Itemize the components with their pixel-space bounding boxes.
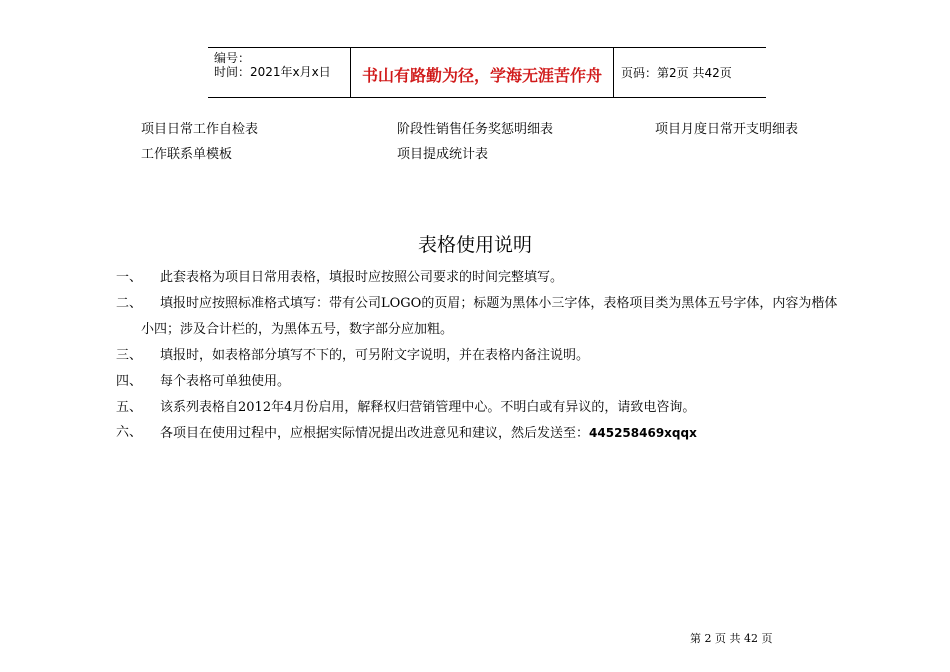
header-motto: 书山有路勤为径，学海无涯苦作舟 xyxy=(361,66,602,85)
link-commission-table[interactable]: 项目提成统计表 xyxy=(397,147,489,162)
page-footer: 第 2 页 共 42 页 xyxy=(690,632,773,645)
item-text-continued: 小四；涉及合计栏的，为黑体五号，数字部分应加粗。 xyxy=(141,322,454,337)
item-text: 填报时，如表格部分填写不下的，可另附文字说明，并在表格内备注说明。 xyxy=(160,348,590,363)
item-number: 二、 xyxy=(116,296,143,311)
item-text: 此套表格为项目日常用表格，填报时应按照公司要求的时间完整填写。 xyxy=(160,270,564,285)
item-number: 一、 xyxy=(116,270,143,285)
item-text: 每个表格可单独使用。 xyxy=(160,374,291,389)
header-page-cell xyxy=(613,48,766,97)
link-sales-task-table[interactable]: 阶段性销售任务奖惩明细表 xyxy=(397,122,554,137)
page-label: 页码：第2页 共42页 xyxy=(621,66,732,80)
item-number: 六、 xyxy=(116,425,143,440)
link-work-contact-template[interactable]: 工作联系单模板 xyxy=(141,147,233,162)
item-text: 各项目在使用过程中，应根据实际情况提出改进意见和建议，然后发送至： xyxy=(160,426,590,441)
item-number: 四、 xyxy=(116,374,143,389)
page-header xyxy=(208,47,766,98)
header-motto-cell xyxy=(350,48,614,97)
number-label: 编号： xyxy=(214,51,251,65)
link-monthly-expense-table[interactable]: 项目月度日常开支明细表 xyxy=(655,122,799,137)
item-text: 该系列表格自2012年4月份启用，解释权归营销管理中心。不明白或有异议的，请致电咨询。 xyxy=(160,400,696,415)
link-self-check-table[interactable]: 项目日常工作自检表 xyxy=(141,122,259,137)
header-info-cell xyxy=(208,48,350,97)
time-label: 时间：2021年x月x日 xyxy=(214,65,331,79)
email-address: 445258469xqqx xyxy=(589,426,697,440)
item-text: 填报时应按照标准格式填写：带有公司LOGO的页眉；标题为黑体小三字体，表格项目类为黑体五号字体，内容为楷体 xyxy=(160,296,838,311)
page-title: 表格使用说明 xyxy=(417,234,532,256)
item-number: 五、 xyxy=(116,400,143,415)
item-number: 三、 xyxy=(116,348,143,363)
item-text-with-email xyxy=(160,425,697,442)
